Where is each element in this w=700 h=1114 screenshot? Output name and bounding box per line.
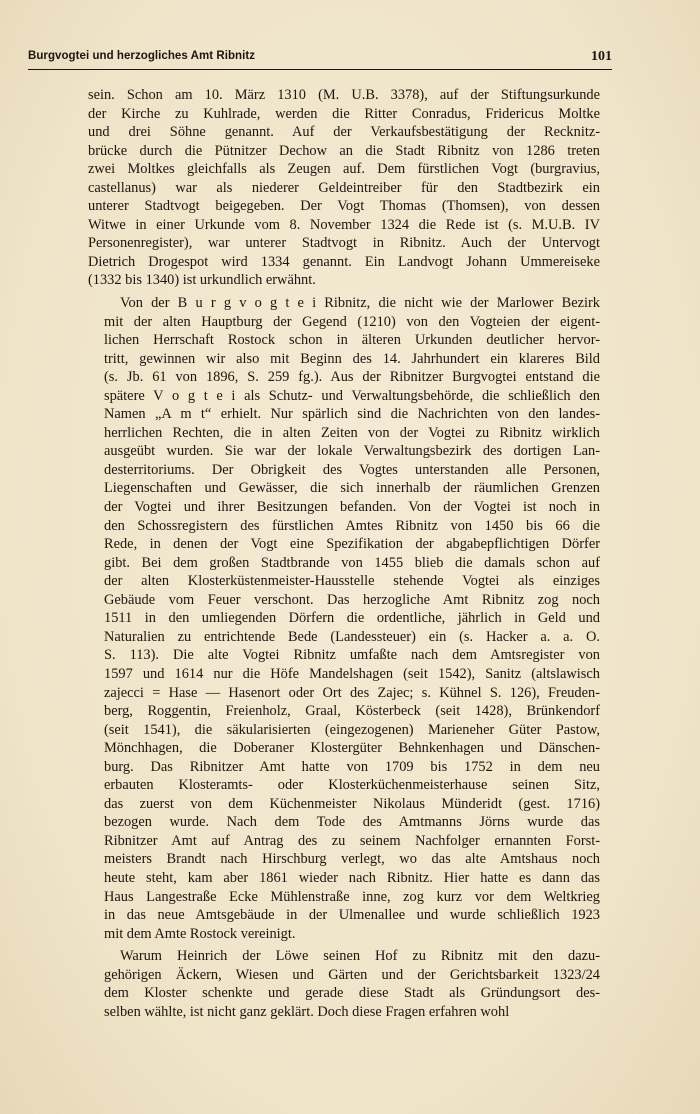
text-line: burg. Das Ribnitzer Amt hatte von 1709 bis 1752 in dem neu — [104, 758, 600, 775]
text-line: ausgeübt wurden. Sie war der lokale Verwaltungsbezirk des dortigen Lan- — [104, 443, 600, 460]
text-line: der alten Klosterküstenmeister-Hausstelle stehende Vogtei als einziges — [104, 573, 600, 590]
text-line: Gebäude vom Feuer verschont. Das herzogliche Amt Ribnitz zog noch — [104, 591, 600, 608]
running-title: Burgvogtei und herzogliches Amt Ribnitz — [28, 50, 256, 62]
text-line: mit der alten Hauptburg der Gegend (1210) von den Vogteien der eigent- — [104, 313, 600, 330]
text-line: (s. Jb. 61 von 1896, S. 259 fg.). Aus der Ribnitzer Burgvogtei entstand die — [104, 369, 600, 386]
text-line: spätere V o g t e i als Schutz- und Verwaltungsbehörde, die schließlich den — [104, 387, 600, 404]
text-line: Liegenschaften und Gewässer, die sich innerhalb der räumlichen Grenzen — [104, 480, 600, 497]
text-line: zajecci = Hase — Hasenort oder Ort des Zajec; s. Kühnel S. 126), Freuden- — [104, 684, 600, 701]
text-line: heute steht, kam aber 1861 wieder nach Ribnitz. Hier hatte es dann das — [104, 869, 600, 886]
text-line: Ribnitzer Amt auf Antrag des zu seinem Nachfolger ernannten Forst- — [104, 832, 600, 849]
text-line: in das neue Amtsgebäude in der Ulmenallee und wurde schließlich 1923 — [104, 907, 600, 924]
text-line: gehörigen Äckern, Wiesen und Gärten und der Gerichtsbarkeit 1323/24 — [104, 966, 600, 983]
paragraph — [88, 86, 600, 290]
paragraph — [88, 947, 600, 1021]
text-line: mit dem Amte Rostock vereinigt. — [104, 925, 296, 942]
text-line: Witwe in einer Urkunde vom 8. November 1324 die Rede ist (s. M.U.B. IV — [88, 216, 600, 233]
text-line: Haus Langestraße Ecke Mühlenstraße inne, zog kurz vor dem Weltkrieg — [104, 888, 600, 905]
text-line: Warum Heinrich der Löwe seinen Hof zu Ribnitz mit den dazu- — [120, 948, 600, 965]
page-number: 101 — [591, 49, 612, 64]
text-line: das zuerst von dem Küchenmeister Nikolaus Münderidt (gest. 1716) — [104, 795, 600, 812]
text-line: der Kirche zu Kuhlrade, werden die Ritter Conradus, Fridericus Moltke — [88, 105, 600, 122]
text-line: selben wählte, ist nicht ganz geklärt. Doch diese Fragen erfahren wohl — [104, 1003, 510, 1020]
text-line: meisters Brandt nach Hirschburg verlegt, wo das alte Amtshaus noch — [104, 851, 600, 868]
page-header — [28, 48, 612, 68]
text-line: berg, Roggentin, Freienholz, Graal, Kösterbeck (seit 1428), Brünkendorf — [104, 703, 600, 720]
text-line: sein. Schon am 10. März 1310 (M. U.B. 3378), auf der Stiftungsurkunde — [88, 87, 600, 103]
text-line: (1332 bis 1340) ist urkundlich erwähnt. — [88, 272, 316, 289]
text-line: lichen Herrschaft Rostock schon in älteren Urkunden deutlicher hervor- — [104, 332, 600, 349]
text-line: Rede, in denen der Vogt eine Spezifikation der abgabepflichtigen Dörfer — [104, 536, 600, 553]
text-line: 1597 und 1614 nur die Höfe Mandelshagen (seit 1542), Sanitz (altslawisch — [104, 665, 600, 682]
paragraph — [88, 294, 600, 943]
text-line: Namen „A m t“ erhielt. Nur spärlich sind die Nachrichten von den landes- — [104, 406, 600, 423]
text-line: Naturalien zu entrichtende Bede (Landessteuer) ein (s. Hacker a. a. O. — [104, 628, 600, 645]
text-line: Mönchhagen, die Doberaner Klostergüter Behnkenhagen und Dänschen- — [104, 740, 600, 757]
text-line: desterritoriums. Der Obrigkeit des Vogtes unterstanden alle Personen, — [104, 461, 600, 478]
text-line: 1511 in den umliegenden Dörfern die ordentliche, jährlich in Geld und — [104, 610, 600, 627]
text-line: (seit 1541), die säkularisierten (eingezogenen) Marieneher Güter Pastow, — [104, 721, 600, 738]
text-line: brücke durch die Pütnitzer Dechow an die Stadt Ribnitz von 1286 treten — [88, 142, 600, 159]
text-line: den Schossregistern des fürstlichen Amtes Ribnitz von 1450 bis 66 die — [104, 517, 600, 534]
text-line: der Vogtei und ihrer Besitzungen befanden. Von der Vogtei ist noch in — [104, 499, 600, 516]
text-line: Personenregister), war unterer Stadtvogt in Ribnitz. Auch der Untervogt — [88, 235, 600, 252]
text-line: zwei Moltkes gleichfalls als Zeugen auf. Dem fürstlichen Vogt (burgravius, — [88, 161, 600, 178]
header-rule — [28, 69, 612, 70]
text-line: herrlichen Rechten, die in alten Zeiten von der Vogtei zu Ribnitz wirklich — [104, 424, 600, 441]
text-line: Dietrich Drogespot wird 1334 genannt. Ein Landvogt Johann Ummereiseke — [88, 253, 600, 270]
text-line: S. 113). Die alte Vogtei Ribnitz umfaßte nach dem Amtsregister von — [104, 647, 600, 664]
text-line: tritt, gewinnen wir also mit Beginn des 14. Jahrhundert ein klareres Bild — [104, 350, 600, 367]
text-line: bezogen wurde. Nach dem Tode des Amtmanns Jörns wurde das — [104, 814, 600, 831]
body-text — [88, 86, 600, 1021]
text-line: und drei Söhne genannt. Auf der Verkaufsbestätigung der Recknitz- — [88, 124, 600, 141]
text-line: gibt. Bei dem großen Stadtbrande von 1455 blieb die damals schon auf — [104, 554, 600, 571]
text-line: unterer Stadtvogt beigegeben. Der Vogt Thomas (Thomsen), von dessen — [88, 198, 600, 215]
text-line: Von der B u r g v o g t e i Ribnitz, die nicht wie der Marlower Bezirk — [120, 295, 600, 312]
text-line: dem Kloster schenkte und gerade diese Stadt als Gründungsort des- — [104, 985, 600, 1002]
text-line: castellanus) war als niederer Geldeintreiber für den Stadtbezirk ein — [88, 179, 600, 196]
text-line: erbauten Klosteramts- oder Klosterküchenmeisterhause seinen Sitz, — [104, 777, 600, 794]
